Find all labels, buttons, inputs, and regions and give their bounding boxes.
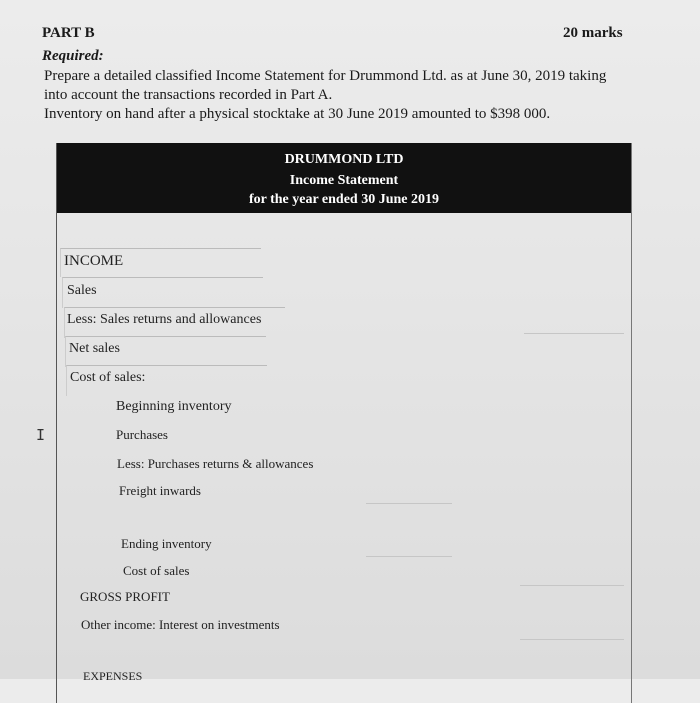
answer-line-cost-of-sales (520, 585, 624, 586)
row-income: INCOME (64, 253, 124, 269)
text-cursor-icon: I (36, 426, 46, 444)
row-cost-of-sales-heading: Cost of sales: (70, 370, 146, 385)
row-expenses: EXPENSES (83, 669, 143, 683)
marks-label: 20 marks (563, 25, 623, 41)
row-other-income: Other income: Interest on investments (81, 617, 280, 632)
row-purchases: Purchases (116, 427, 168, 442)
answer-line-freight (366, 503, 452, 504)
row-net-sales: Net sales (69, 341, 120, 356)
part-label: PART B (42, 25, 95, 41)
inventory-note: Inventory on hand after a physical stocktake at 30 June 2019 amounted to $398 000. (44, 106, 551, 122)
answer-line-other-income (520, 639, 624, 640)
company-name: DRUMMOND LTD (284, 152, 404, 167)
answer-line-net-sales (524, 333, 624, 334)
required-label: Required: (42, 48, 104, 64)
statement-period: for the year ended 30 June 2019 (248, 192, 440, 207)
row-beginning-inventory: Beginning inventory (116, 399, 232, 414)
instruction-text-cont: into account the transactions recorded in Part A. (44, 87, 333, 103)
instruction-text: Prepare a detailed classified Income Statement for Drummond Ltd. as at June 30, 2019 taking (44, 68, 607, 84)
statement-header (57, 143, 631, 213)
row-cost-of-sales: Cost of sales (123, 563, 190, 578)
row-ending-inventory: Ending inventory (121, 536, 212, 551)
row-less-sales-returns: Less: Sales returns and allowances (67, 312, 262, 327)
answer-line-ending-inventory (366, 556, 452, 557)
row-less-purchase-returns: Less: Purchases returns & allowances (117, 456, 314, 471)
row-sales: Sales (67, 283, 97, 298)
row-gross-profit: GROSS PROFIT (80, 589, 170, 604)
row-freight-inwards: Freight inwards (119, 483, 201, 498)
statement-title: Income Statement (289, 173, 399, 188)
